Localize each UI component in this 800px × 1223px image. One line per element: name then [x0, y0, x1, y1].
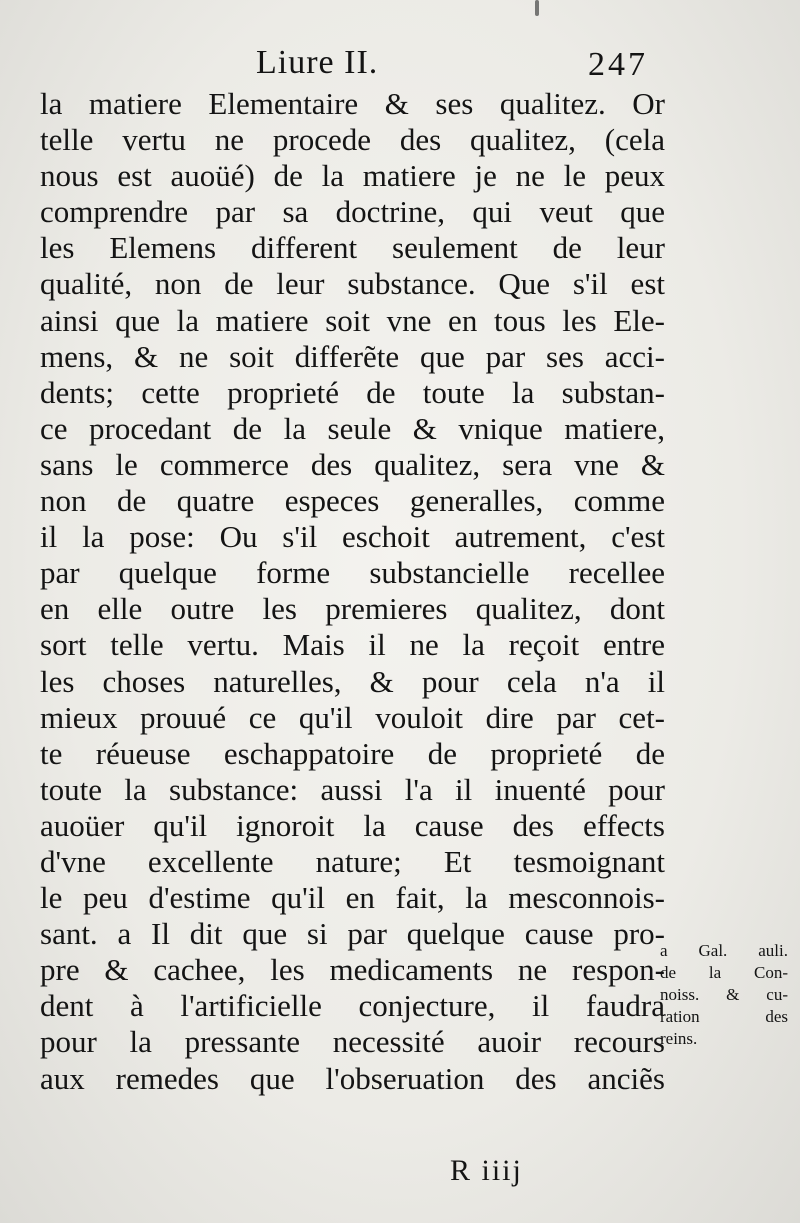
text-line: dents; cette proprieté de toute la substan-	[40, 374, 665, 410]
text-line: ce procedant de la seule & vnique matiere,	[40, 410, 665, 446]
text-line: ainsi que la matiere soit vne en tous les Ele-	[40, 302, 665, 338]
text-line: les choses naturelles, & pour cela n'a il	[40, 663, 665, 699]
text-line: te réueuse eschappatoire de proprieté de	[40, 735, 665, 771]
text-line: les Elemens different seulement de leur	[40, 230, 665, 266]
text-line: comprendre par sa doctrine, qui veut que	[40, 194, 665, 230]
marginal-note-line: de la Con-	[660, 963, 788, 982]
marginal-note-line: ration des	[660, 1007, 788, 1026]
text-line: dent à l'artificielle conjecture, il faudra	[40, 988, 665, 1024]
body-text	[40, 86, 665, 1097]
page-number: 247	[588, 46, 648, 83]
text-line: auoüer qu'il ignoroit la cause des effects	[40, 807, 665, 843]
ink-mark	[535, 0, 539, 16]
text-line: le peu d'estime qu'il en fait, la mesconnois-	[40, 880, 665, 916]
marginal-note	[660, 940, 788, 1050]
text-line: telle vertu ne procede des qualitez, (cela	[40, 122, 665, 158]
text-line: pre & cachee, les medicaments ne respon-	[40, 952, 665, 988]
text-line: nous est auoüé) de la matiere je ne le peux	[40, 158, 665, 194]
text-line: qualité, non de leur substance. Que s'il est	[40, 266, 665, 302]
text-line: il la pose: Ou s'il eschoit autrement, c'est	[40, 519, 665, 555]
text-line: d'vne excellente nature; Et tesmoignant	[40, 843, 665, 879]
signature-mark: R iiij	[450, 1154, 523, 1187]
text-line: sant. a Il dit que si par quelque cause pro-	[40, 916, 665, 952]
text-line: par quelque forme substancielle recellee	[40, 555, 665, 591]
running-head	[40, 44, 660, 90]
text-line: pour la pressante necessité auoir recours	[40, 1024, 665, 1060]
text-line: aux remedes que l'obseruation des anciẽs	[40, 1060, 665, 1096]
marginal-note-line: noiss. & cu-	[660, 985, 788, 1004]
running-title: Liure II.	[256, 44, 379, 81]
marginal-note-line: a Gal. auli.	[660, 941, 788, 960]
marginal-note-line: reins.	[660, 1029, 698, 1048]
text-line: la matiere Elementaire & ses qualitez. Or	[40, 86, 665, 121]
text-line: mieux prouué ce qu'il vouloit dire par cet-	[40, 699, 665, 735]
text-line: en elle outre les premieres qualitez, dont	[40, 591, 665, 627]
text-line: toute la substance: aussi l'a il inuenté pour	[40, 771, 665, 807]
text-line: non de quatre especes generalles, comme	[40, 483, 665, 519]
text-line: sans le commerce des qualitez, sera vne &	[40, 446, 665, 482]
text-line: mens, & ne soit differẽte que par ses acci-	[40, 338, 665, 374]
text-line: sort telle vertu. Mais il ne la reçoit entre	[40, 627, 665, 663]
